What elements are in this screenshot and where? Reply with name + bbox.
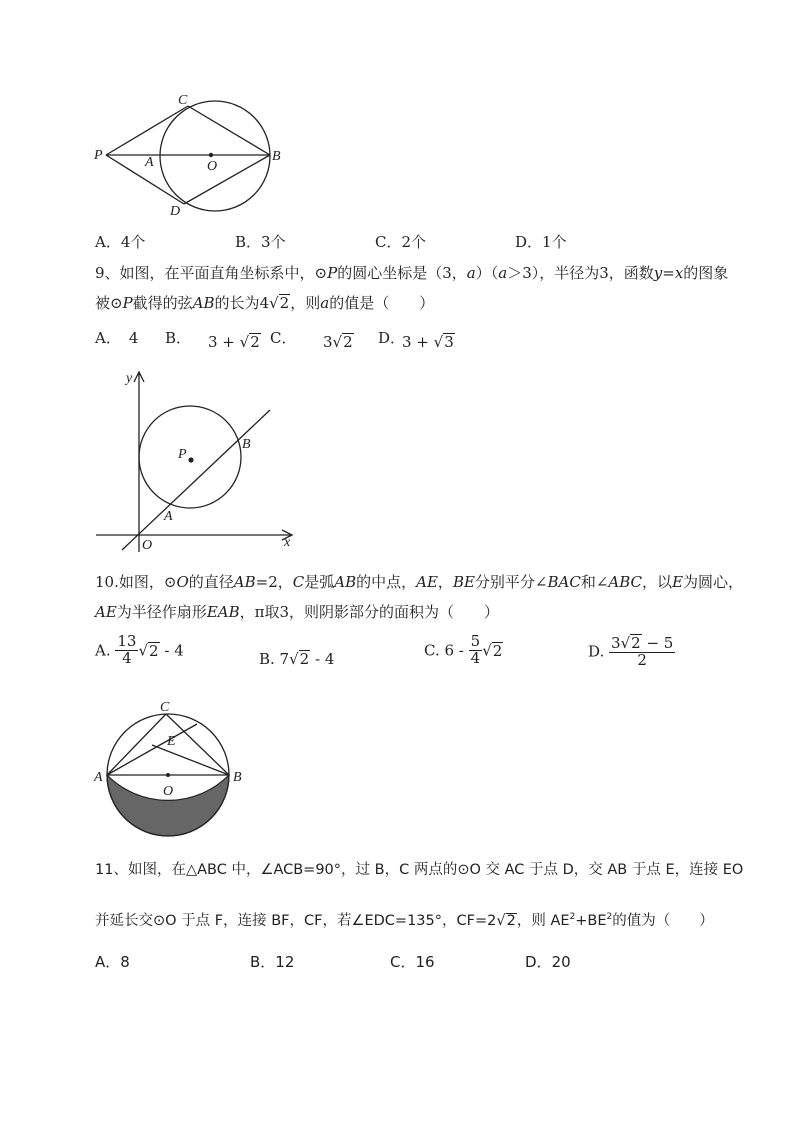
q10-text: E: [672, 573, 684, 591]
q10-label-o: O: [163, 784, 174, 799]
q11-option-b: [250, 951, 294, 972]
q9-option-d-letter: D．: [378, 329, 406, 347]
q10-text: ABC: [608, 573, 643, 591]
q11-text: 并延长交⊙O 于点 F，连接 BF，CF，若∠EDC=135°，CF=2: [95, 913, 497, 929]
q10-text: 和∠: [580, 573, 609, 591]
sqrt-icon: √: [289, 650, 299, 668]
q10-text: ，π取3，则阴影部分的面积为（ ）: [239, 603, 500, 621]
q10-text: 为圆心，: [683, 573, 744, 591]
q11-option-c: [390, 951, 435, 972]
sqrt-icon: √: [433, 333, 444, 351]
q11-option-b-letter: B．: [250, 953, 276, 971]
q11-option-d-letter: D．: [525, 953, 552, 971]
q10-option-a-num: 13: [117, 632, 137, 650]
q9-chord-coef: 4: [259, 294, 270, 312]
q10-figure: [92, 690, 252, 840]
q10-option-a-letter: A.: [95, 641, 111, 660]
q8-label-d: D: [170, 204, 181, 218]
q9-text: P: [327, 264, 338, 282]
q9-text: P: [122, 294, 133, 312]
q8-option-b-letter: B．: [235, 233, 262, 251]
q10-option-c-num: 5: [470, 632, 481, 650]
q10-option-b-letter: B. 7: [259, 650, 290, 668]
q9-option-c-pre: 3: [323, 333, 333, 351]
q10-text: 的直径: [188, 573, 234, 591]
q8-option-a-letter: A．: [95, 233, 121, 251]
q10-text: C: [292, 573, 305, 591]
q8-label-o: O: [207, 159, 218, 174]
q10-text: ，: [437, 573, 453, 591]
q8-option-b-text: 3个: [261, 233, 286, 251]
q9-text: 被⊙: [95, 294, 123, 312]
sqrt-icon: √: [138, 641, 149, 660]
q11-option-d-text: 20: [551, 953, 571, 971]
q10-text: AE: [416, 573, 438, 591]
q10-stem-line1: [95, 571, 743, 592]
q9-chord-radicand: 2: [279, 294, 290, 312]
q10-option-d-den: 2: [637, 650, 647, 669]
q9-label-a: A: [164, 509, 173, 524]
q11-text: ，则 AE: [516, 913, 570, 929]
q9-text: a: [498, 264, 508, 282]
q10-option-b: [259, 650, 334, 668]
q8-label-b: B: [272, 149, 281, 164]
q8-line-db: [184, 155, 270, 204]
q8-option-c-text: 2个: [401, 233, 427, 251]
q11-cf-radicand: 2: [506, 913, 516, 929]
q8-option-d: [515, 231, 567, 252]
q10-option-d-radicand: 2: [631, 634, 641, 652]
q10-stem-line2: [95, 601, 499, 622]
q8-option-b: [235, 231, 286, 252]
q8-option-d-letter: D．: [515, 233, 543, 251]
q10-label-c: C: [160, 700, 170, 715]
q9-option-c-radicand: 2: [343, 333, 353, 351]
q10-option-a-radicand: 2: [149, 641, 159, 660]
q9-text: a: [466, 264, 476, 282]
q10-text: O: [176, 573, 189, 591]
q11-option-c-letter: C．: [390, 953, 416, 971]
q10-text: AB: [334, 573, 357, 591]
q9-label-o: O: [142, 538, 153, 553]
q10-text: AE: [95, 603, 117, 621]
q11-option-a-letter: A．: [95, 953, 121, 971]
q9-option-a: [95, 327, 138, 348]
q9-text: ）（: [475, 264, 499, 282]
q9-option-a-letter: A．: [95, 329, 121, 347]
q10-label-a: A: [94, 770, 103, 785]
q10-text: 是弧: [304, 573, 335, 591]
q10-label-e: E: [167, 734, 176, 749]
q9-text: 的圆心坐标是（3，: [337, 264, 467, 282]
q10-text: 分别平分∠: [474, 573, 548, 591]
q8-circle: [160, 101, 270, 211]
q9-option-c-letter: C．: [270, 329, 297, 347]
q10-text: BE: [452, 573, 475, 591]
q11-option-d: [525, 951, 571, 972]
q8-option-a: [95, 231, 145, 252]
q11-option-a: [95, 951, 130, 972]
q9-option-b-radicand: 2: [250, 333, 260, 351]
q8-center-dot: [209, 153, 213, 157]
q8-line-pc: [106, 106, 188, 155]
q11-sup: 2: [606, 912, 613, 923]
q9-text: 9、如图，在平面直角坐标系中，⊙: [95, 264, 328, 282]
q10-text: ，以: [642, 573, 673, 591]
q11-stem-line2: [95, 909, 714, 930]
q8-option-c-letter: C．: [375, 233, 402, 251]
q10-option-c: [424, 634, 503, 667]
q9-text: 的长为: [214, 294, 260, 312]
q9-label-y: y: [126, 371, 133, 386]
q9-option-b-value: [208, 333, 261, 351]
q10-option-a: [95, 634, 184, 667]
q10-option-d-fraction: [609, 634, 675, 669]
sqrt-icon: √: [269, 294, 279, 312]
q10-option-d-num-pre: 3: [611, 634, 621, 652]
q10-option-d: [588, 634, 675, 669]
sqrt-icon: √: [620, 634, 631, 652]
q9-text: y=x: [653, 264, 684, 282]
q9-text: 的值是（ ）: [329, 294, 435, 312]
q9-stem-line2: [95, 292, 434, 313]
q10-text: EAB: [206, 603, 240, 621]
q9-figure: [92, 365, 302, 555]
q10-center-dot: [166, 773, 170, 777]
q9-option-d-value: [402, 333, 455, 351]
q10-option-c-letter: C. 6 -: [424, 641, 469, 660]
q9-option-b-letter: B．: [165, 329, 192, 347]
q11-option-c-text: 16: [415, 953, 435, 971]
q9-circle-p: [139, 406, 241, 508]
q9-option-c-value: [323, 333, 354, 351]
sqrt-icon: √: [496, 913, 506, 929]
q10-text: 为半径作扇形: [116, 603, 207, 621]
q9-label-p: P: [178, 447, 187, 462]
q8-label-a: A: [145, 155, 154, 170]
q9-text: AB: [192, 294, 215, 312]
q10-option-c-radicand: 2: [492, 641, 503, 660]
q10-option-d-num-tail: − 5: [641, 634, 674, 652]
q8-label-c: C: [178, 93, 188, 108]
q9-option-d-pre: 3 +: [402, 333, 434, 351]
q8-label-p: P: [94, 148, 103, 163]
q9-option-a-value: 4: [128, 329, 139, 347]
q11-text: 的值为（ ）: [612, 913, 714, 929]
sqrt-icon: √: [239, 333, 250, 351]
q9-text: 的图象: [683, 264, 729, 282]
q10-option-d-num: [609, 634, 675, 653]
q9-option-d-radicand: 3: [444, 333, 454, 351]
q10-option-a-tail: - 4: [159, 641, 184, 660]
q8-figure: [88, 88, 298, 218]
q10-line-ae: [107, 724, 197, 775]
q10-text: BAC: [547, 573, 581, 591]
q11-text: +BE: [575, 913, 607, 929]
q10-line-be: [152, 745, 229, 775]
q10-label-b: B: [233, 770, 242, 785]
q9-option-b-pre: 3 +: [208, 333, 240, 351]
q8-line-cb: [188, 106, 270, 155]
q11-sup: 2: [569, 912, 576, 923]
sqrt-icon: √: [482, 641, 492, 660]
q10-option-b-radicand: 2: [299, 650, 310, 668]
q10-option-c-den: 4: [470, 648, 481, 667]
q8-option-c: [375, 231, 426, 252]
q11-option-a-text: 8: [120, 953, 130, 971]
q10-option-a-fraction: [115, 634, 138, 667]
q10-text: 10.如图，⊙: [95, 573, 177, 591]
q10-option-a-den: 4: [122, 648, 132, 667]
q9-center-dot: [188, 457, 193, 462]
q10-option-b-tail: - 4: [310, 650, 335, 668]
q10-text: 的中点，: [356, 573, 417, 591]
q9-text: a: [320, 294, 330, 312]
q9-label-x: x: [284, 535, 291, 550]
sqrt-icon: √: [332, 333, 343, 351]
q9-text: 截得的弦: [132, 294, 193, 312]
q9-stem-line1: [95, 262, 728, 283]
q11-stem-line1: 11、如图，在△ABC 中，∠ACB=90°，过 B，C 两点的⊙O 交 AC 于点 D，交 AB 于点 E，连接 EO: [95, 862, 744, 878]
q9-text: ，则: [290, 294, 321, 312]
q10-option-d-letter: D.: [588, 642, 605, 661]
q10-option-c-fraction: [469, 634, 483, 667]
q10-text: AB: [233, 573, 256, 591]
q9-text: ＞3），半径为3，函数: [507, 264, 654, 282]
q9-label-b: B: [242, 437, 251, 452]
q10-text: =2，: [255, 573, 293, 591]
q8-option-a-text: 4个: [120, 233, 146, 251]
q11-option-b-text: 12: [275, 953, 295, 971]
q8-option-d-text: 1个: [542, 233, 567, 251]
